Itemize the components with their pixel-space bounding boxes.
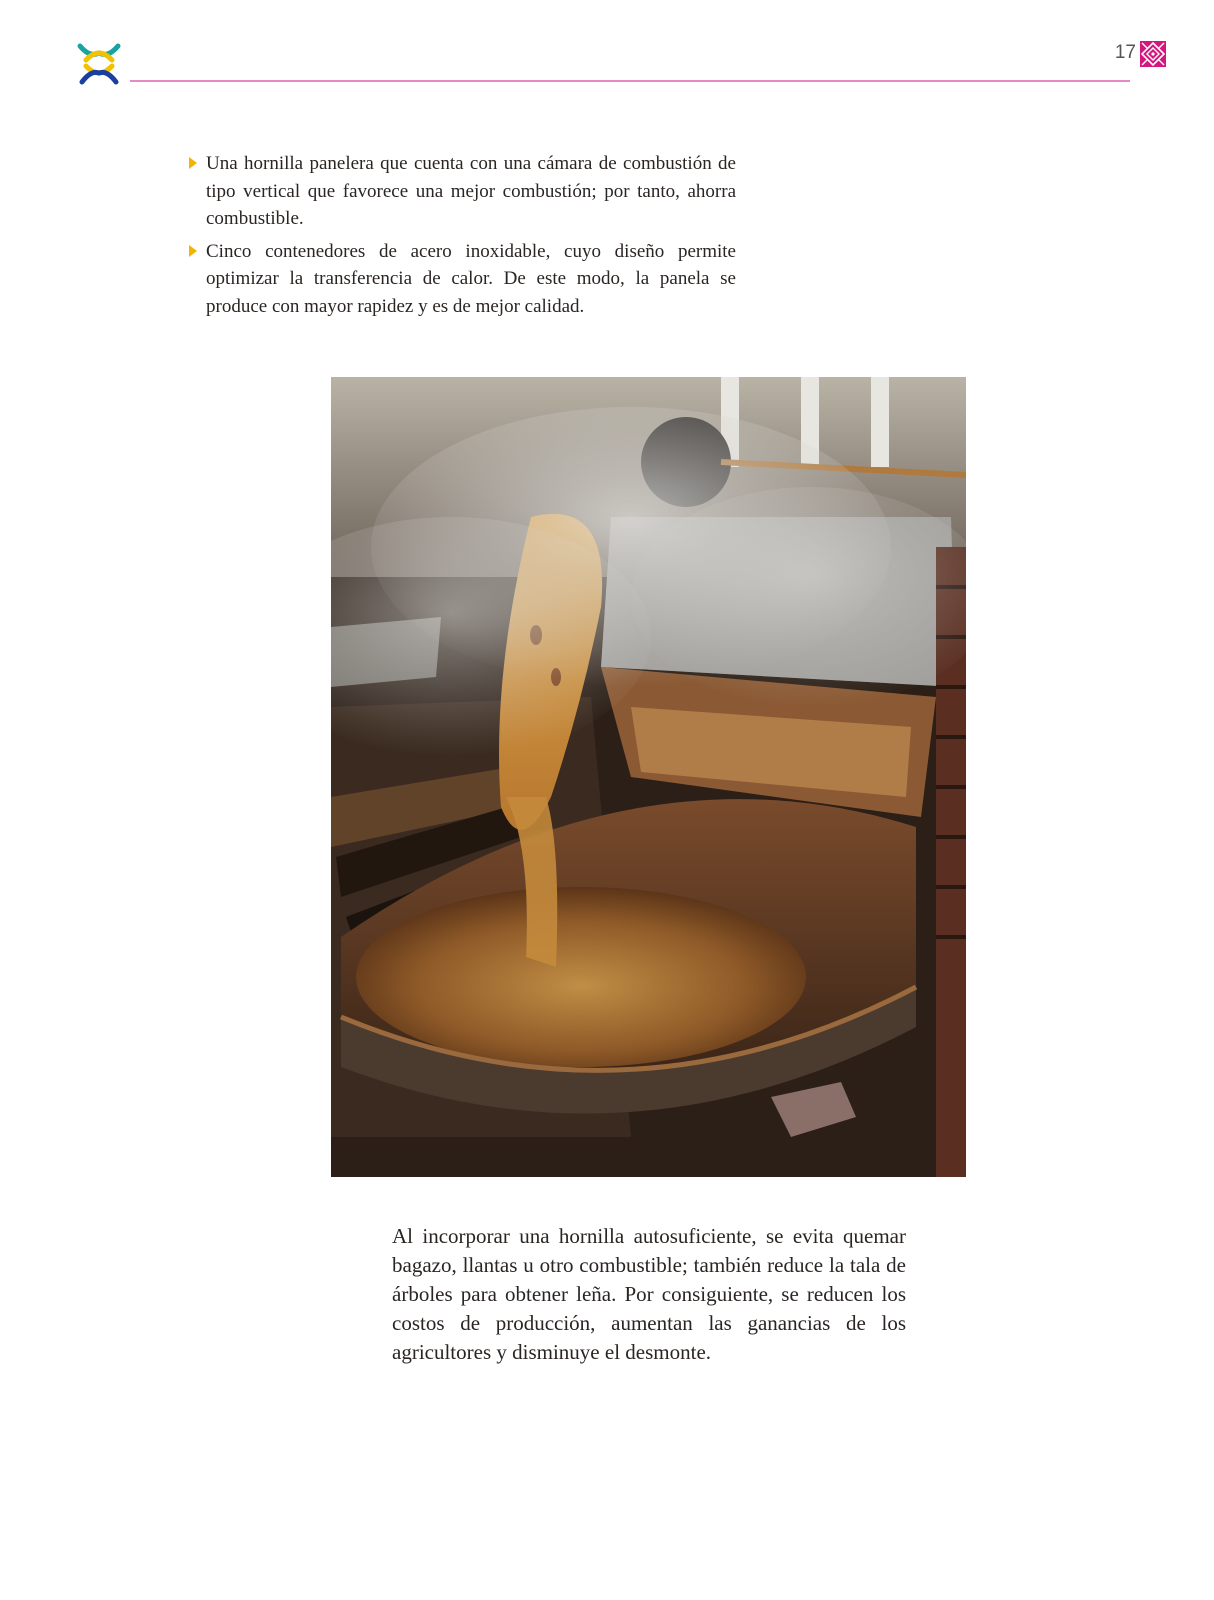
triangle-bullet-icon: [188, 245, 198, 257]
bullet-text: Cinco contenedores de acero inoxidable, cuyo diseño permite optimizar la transferencia de calor. De este modo, la panela se produce con mayor rapidez y es de mejor calidad.: [206, 240, 736, 317]
caption-paragraph: Al incorporar una hornilla autosuficiente, se evita quemar bagazo, llantas u otro combustible; también reduce la tala de árboles para obtener leña. Por consiguiente, se reducen los costos de producción, aumentan las ganancias de los agricultores y disminuye el desmonte.: [392, 1224, 906, 1364]
triangle-bullet-icon: [188, 157, 198, 169]
header-rule: [130, 80, 1130, 82]
bullet-text: Una hornilla panelera que cuenta con una cámara de combustión de tipo vertical que favorece una mejor combustión; por tanto, ahorra combustible.: [206, 153, 736, 229]
photo-panela-vat: [331, 377, 966, 1177]
bullet-list: [188, 150, 736, 325]
logo-icon: [76, 40, 122, 86]
pattern-mark-icon: [1140, 41, 1166, 67]
list-item: [188, 238, 736, 321]
list-item: [188, 150, 736, 233]
page-number: 17: [1114, 42, 1136, 63]
